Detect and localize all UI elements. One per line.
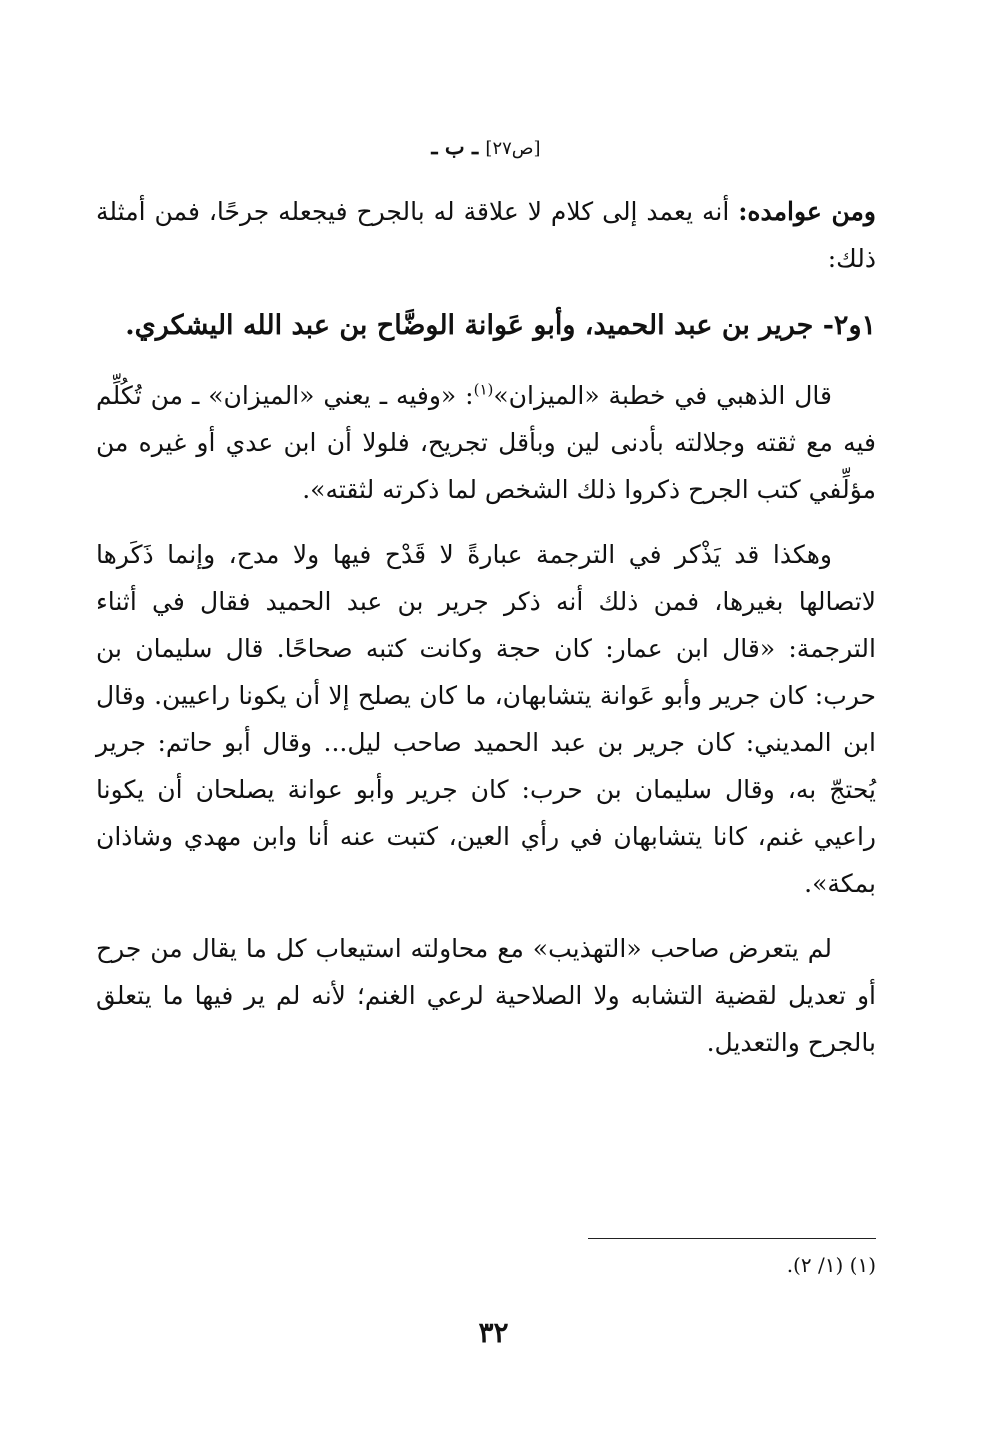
page-number: ٣٢ [478, 1316, 509, 1349]
footnote-divider [588, 1238, 876, 1239]
footnote: (١) (١/ ٢). [786, 1253, 876, 1277]
entry-heading: ١و٢- جرير بن عبد الحميد، وأبو عَوانة الوضَّاح بن عبد الله اليشكري. [125, 310, 876, 341]
intro-lead: ومن عوامده: [738, 197, 876, 226]
intro-text: أنه يعمد إلى كلام لا علاقة له بالجرح فيجعله جرحًا، فمن أمثلة ذلك: [96, 197, 876, 273]
page-reference: [ص٢٧] [485, 138, 541, 159]
dhahabi-quote-paragraph [96, 372, 876, 513]
intro-paragraph [96, 188, 876, 282]
tahdhib-paragraph: لم يتعرض صاحب «التهذيب» مع محاولته استيعاب كل ما يقال من جرح أو تعديل لقضية التشابه ولا الصلاحية لرعي الغنم؛ لأنه لم ير فيها ما يتعلق بالجرح والتعديل. [96, 934, 876, 1057]
quote-text: : «وفيه ـ يعني «الميزان» ـ من تُكُلِّم فيه مع ثقته وجلالته بأدنى لين وبأقل تجريح، فلولا أن ابن عدي أو غيره من مؤلِّفي كتب الجرح ذكروا ذلك الشخص لما ذكرته لثقته». [96, 381, 876, 504]
quote-intro: قال الذهبي في خطبة «الميزان» [493, 381, 832, 410]
footnote-marker[interactable]: (١) [473, 380, 494, 399]
section-letter: ـ ب ـ [431, 134, 479, 159]
translation-paragraph: وهكذا قد يَذْكر في الترجمة عبارةً لا قَدْح فيها ولا مدح، وإنما ذَكَرها لاتصالها بغيرها، فمن ذلك أنه ذكر جرير بن عبد الحميد فقال في أثناء الترجمة: «قال ابن عمار: كان حجة وكانت كتبه صحاحًا. قال سليمان بن حرب: كان جرير وأبو عَوانة يتشابهان، ما كان يصلح إلا أن يكونا راعيين. وقال ابن المديني: كان جرير بن عبد الحميد صاحب ليل... وقال أبو حاتم: جرير يُحتجّ به، وقال سليمان بن حرب: كان جرير وأبو عوانة يصلحان أن يكونا راعيي غنم، كانا يتشابهان في رأي العين، كتبت عنه أنا وابن مهدي وشاذان بمكة». [96, 540, 876, 898]
page-header [96, 130, 876, 166]
page-body [96, 130, 876, 1084]
